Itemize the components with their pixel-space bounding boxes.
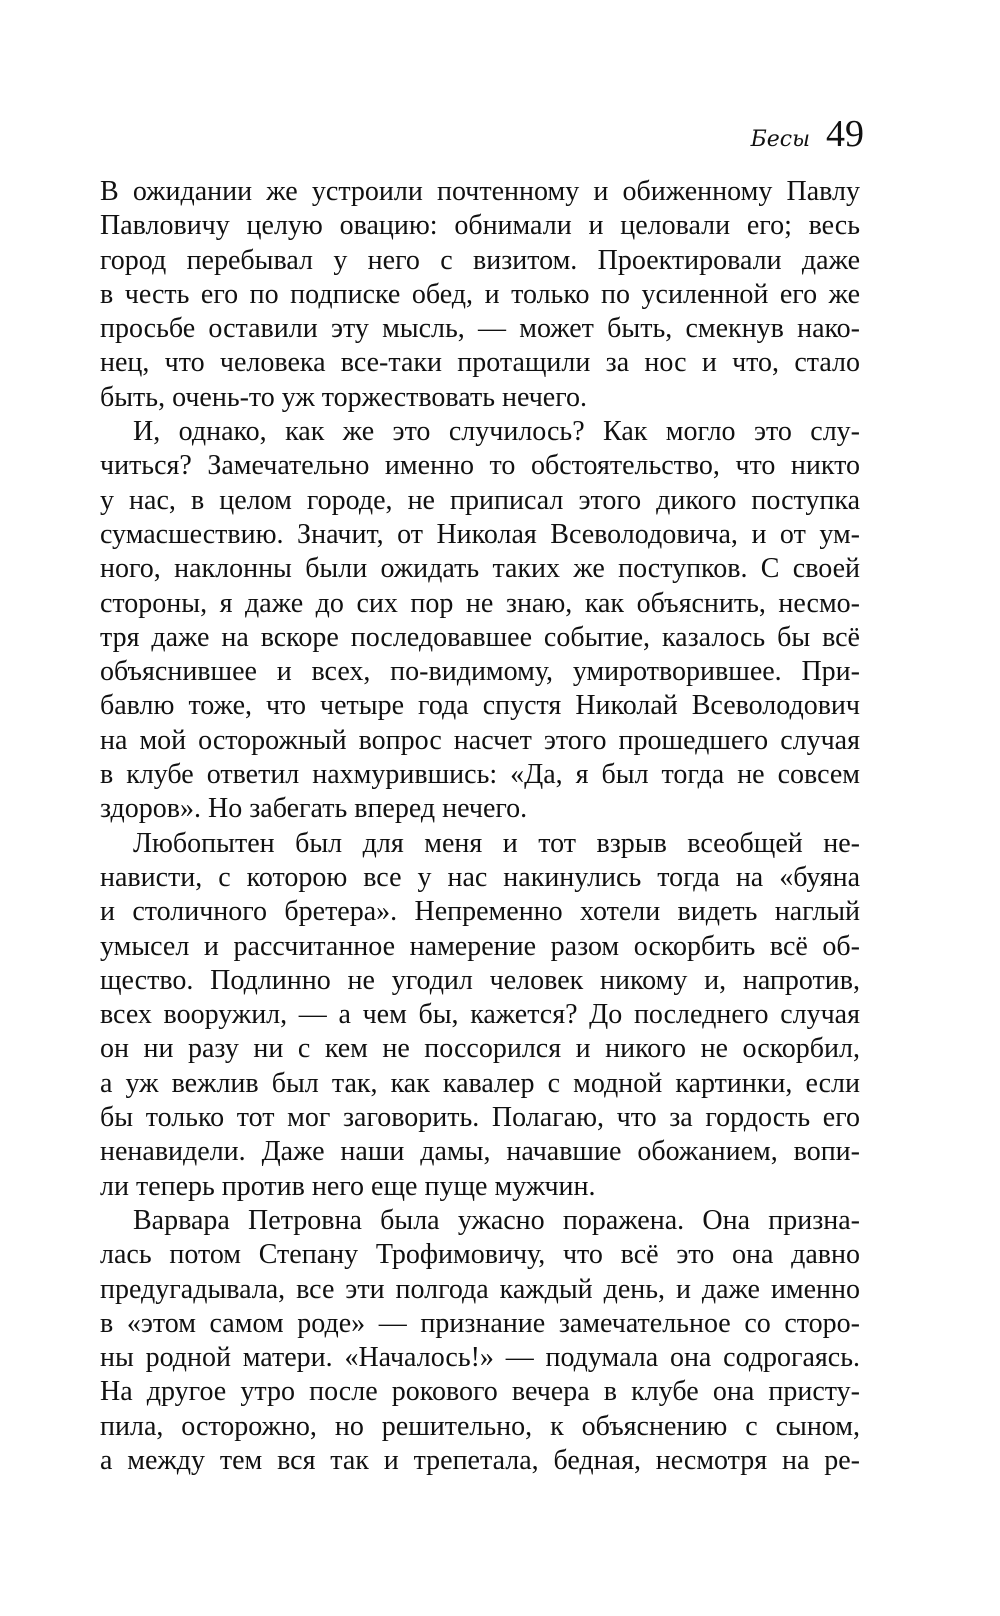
text-line: лась потом Степану Трофимовичу, что всё это она давно (100, 1239, 860, 1271)
text-line: И, однако, как же это случилось? Как могло это слу- (133, 416, 860, 448)
text-line: нец, что человека все-таки протащили за нос и что, стало (100, 347, 860, 379)
text-body (100, 175, 860, 1478)
text-line: щество. Подлинно не угодил человек никому и, напротив, (100, 964, 860, 996)
page-number: 49 (826, 113, 864, 155)
text-line: читься? Замечательно именно то обстоятельство, что никто (100, 450, 860, 482)
text-line: Павловичу целую овацию: обнимали и целовали его; весь (100, 210, 860, 242)
text-line: В ожидании же устроили почтенному и обиженному Павлу (100, 176, 860, 207)
text-line: в клубе ответил нахмурившись: «Да, я был тогда не совсем (100, 759, 860, 791)
text-line: он ни разу ни с кем не поссорился и никого не оскорбил, (100, 1033, 860, 1065)
text-line: предугадывала, все эти полгода каждый день, и даже именно (100, 1273, 860, 1305)
text-line: на мой осторожный вопрос насчет этого прошедшего случая (100, 724, 860, 756)
text-line: быть, очень-то уж торжествовать нечего. (100, 381, 588, 413)
text-line: ли теперь против него еще пуще мужчин. (100, 1170, 596, 1202)
text-line: просьбе оставили эту мысль, — может быть, смекнув нако- (100, 313, 860, 345)
text-line: а между тем вся так и трепетала, бедная, несмотря на ре- (100, 1444, 860, 1476)
text-line: бавлю тоже, что четыре года спустя Николай Всеволодович (100, 690, 860, 722)
text-line: ны родной матери. «Началось!» — подумала она содрогаясь. (100, 1342, 860, 1374)
text-line: нависти, с которою все у нас накинулись тогда на «буяна (100, 861, 860, 893)
text-line: объяснившее и всех, по-видимому, умиротворившее. При- (100, 656, 860, 688)
text-line: На другое утро после рокового вечера в клубе она присту- (100, 1376, 860, 1408)
text-line: пила, осторожно, но решительно, к объяснению с сыном, (100, 1410, 860, 1442)
text-line: а уж вежлив был так, как кавалер с модной картинки, если (100, 1067, 860, 1099)
text-line: в «этом самом роде» — признание замечательное со сторо- (100, 1307, 860, 1339)
text-line: и столичного бретера». Непременно хотели видеть наглый (100, 896, 860, 928)
text-line: стороны, я даже до сих пор не знаю, как объяснить, несмо- (100, 587, 860, 619)
text-line: бы только тот мог заговорить. Полагаю, что за гордость его (100, 1102, 860, 1134)
text-line: Варвара Петровна была ужасно поражена. Она призна- (133, 1204, 860, 1236)
text-line: здоров». Но забегать вперед нечего. (100, 793, 528, 825)
text-line: всех вооружил, — а чем бы, кажется? До последнего случая (100, 999, 860, 1031)
text-line: Любопытен был для меня и тот взрыв всеобщей не- (133, 827, 860, 859)
text-line: тря даже на вскоре последовавшее событие, казалось бы всё (100, 621, 860, 653)
book-title: Бесы (750, 127, 810, 152)
text-line: умысел и рассчитанное намерение разом оскорбить всё об- (100, 930, 860, 962)
text-line: сумасшествию. Значит, от Николая Всеволодовича, и от ум- (100, 518, 860, 550)
text-line: ненавидели. Даже наши дамы, начавшие обожанием, вопи- (100, 1136, 860, 1168)
text-line: город перебывал у него с визитом. Проектировали даже (100, 244, 860, 276)
text-line: ного, наклонны были ожидать таких же поступков. С своей (100, 553, 860, 585)
text-line: у нас, в целом городе, не приписал этого дикого поступка (100, 484, 860, 516)
text-line: в честь его по подписке обед, и только по усиленной его же (100, 278, 860, 310)
running-header (751, 112, 864, 156)
